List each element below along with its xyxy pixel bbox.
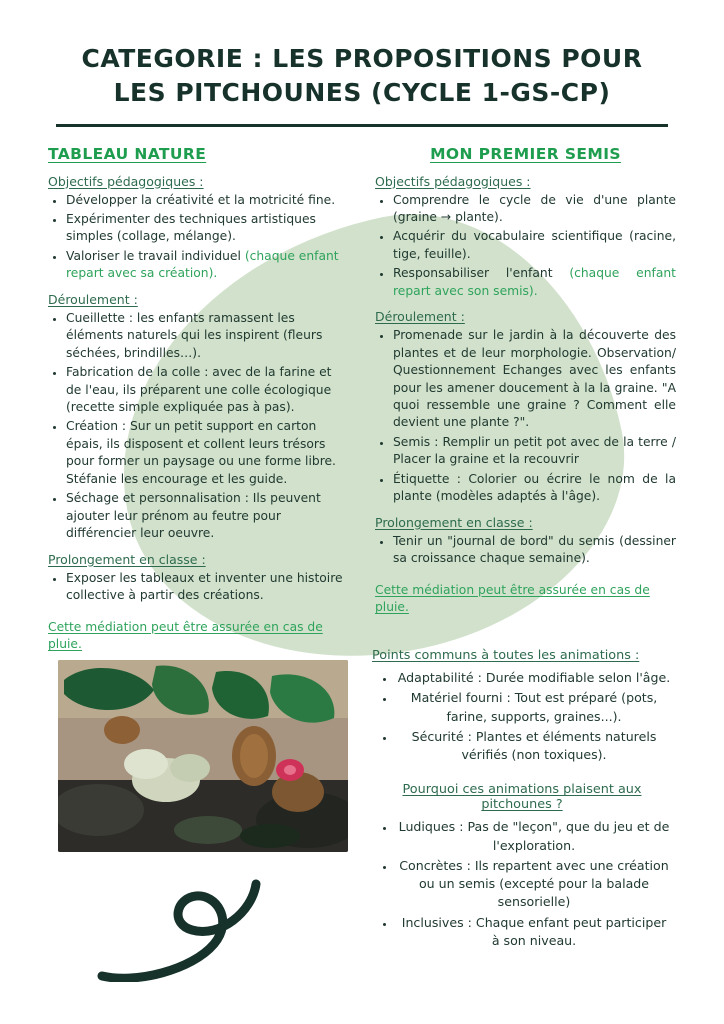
list-item: • Semis : Remplir un petit pot avec de la terre / Placer la graine et la recouvrir [393,434,676,469]
left-deroulement-list [50,310,349,543]
list-item: • Responsabiliser l'enfant (chaque enfant repart avec son semis). [393,265,676,300]
note-pluie-right: Cette médiation peut être assurée en cas de pluie. [375,582,650,615]
photo-illustration [58,660,348,852]
list-item: • Promenade sur le jardin à la découverte des plantes et de leur morphologie. Observation/ Questionnement Echanges avec les enfants pour les amener doucement à la la graine. "A quoi ressemble une graine ? Comment elle devient une plante ?". [393,327,676,432]
subheading-objectifs-left: Objectifs pédagogiques : [48,173,204,189]
squiggle-doodle [96,872,276,986]
doodle-icon [96,872,276,982]
right-deroulement-block [375,309,676,506]
subheading-objectifs-right: Objectifs pédagogiques : [375,173,531,189]
photo-nature-tableau [58,660,348,852]
list-item: • Étiquette : Colorier ou écrire le nom de la plante (modèles adaptés à l'âge). [393,471,676,506]
left-objectifs-list [50,192,349,283]
subheading-prolongement-right: Prolongement en classe : [375,514,533,530]
right-prolongement-list [377,533,676,568]
list-item: • Valoriser le travail individuel (chaque enfant repart avec sa création). [66,248,349,283]
page-title: CATEGORIE : LES PROPOSITIONS POUR LES PITCHOUNES (CYCLE 1-GS-CP) [81,44,643,107]
list-item: • Comprendre le cycle de vie d'une plante (graine → plante). [393,192,676,227]
list-item: • Tenir un "journal de bord" du semis (dessiner sa croissance chaque semaine). [393,533,676,568]
highlight-text: (chaque enfant repart avec son semis). [393,266,676,298]
column-tableau-nature [48,145,349,655]
list-item: • Cueillette : les enfants ramassent les éléments naturels qui les inspirent (fleurs séchées, brindilles…). [66,310,349,362]
list-item: • Création : Sur un petit support en carton épais, ils disposent et collent leurs trésors pour former un paysage ou une forme libre. Stéfanie les encourage et les guide. [66,418,349,488]
list-item: • Inclusives : Chaque enfant peut participer à son niveau. [396,914,672,951]
list-item: • Ludiques : Pas de "leçon", que du jeu et de l'exploration. [396,818,672,855]
left-prolongement-block [48,552,349,605]
left-prolongement-list [50,570,349,605]
right-objectifs-list [377,192,676,301]
highlight-text: (chaque enfant repart avec sa création). [66,248,339,281]
list-item: • Concrètes : Ils repartent avec une création ou un semis (excepté pour la balade sensorielle) [396,857,672,912]
subheading-deroulement-left: Déroulement : [48,291,138,307]
why-list [374,818,672,950]
common-points-list [374,669,672,764]
list-item: • Adaptabilité : Durée modifiable selon l'âge. [396,669,672,687]
list-item: • Fabrication de la colle : avec de la farine et de l'eau, ils préparent une colle écologique (recette simple expliquée pas à pas). [66,364,349,416]
subheading-deroulement-right: Déroulement : [375,309,465,325]
title-divider [56,124,668,127]
list-item: • Sécurité : Plantes et éléments naturels vérifiés (non toxiques). [396,728,672,765]
document-content [0,42,724,654]
list-item: • Matériel fourni : Tout est préparé (pots, farine, supports, graines...). [396,689,672,726]
left-objectifs-block [48,174,349,283]
common-points-heading: Points communs à toutes les animations : [372,648,640,663]
list-item: • Développer la créativité et la motricité fine. [66,192,349,209]
why-heading: Pourquoi ces animations plaisent aux pitchounes ? [402,782,642,813]
right-prolongement-block [375,515,676,568]
right-deroulement-list [377,327,676,506]
subheading-prolongement-left: Prolongement en classe : [48,551,206,567]
note-pluie-left: Cette médiation peut être assurée en cas de pluie. [48,619,323,652]
column-mon-premier-semis [375,145,676,655]
section-heading-left: TABLEAU NATURE [48,144,207,163]
list-item: • Expérimenter des techniques artistiques simples (collage, mélange). [66,211,349,246]
two-column-body [48,145,676,655]
section-heading-right: MON PREMIER SEMIS [430,144,621,163]
common-points-block [372,648,672,952]
right-objectifs-block [375,174,676,301]
left-deroulement-block [48,292,349,543]
list-item: • Exposer les tableaux et inventer une histoire collective à partir des créations. [66,570,349,605]
list-item: • Acquérir du vocabulaire scientifique (racine, tige, feuille). [393,228,676,263]
list-item: • Séchage et personnalisation : Ils peuvent ajouter leur prénom au feutre pour différencier leur oeuvre. [66,490,349,542]
